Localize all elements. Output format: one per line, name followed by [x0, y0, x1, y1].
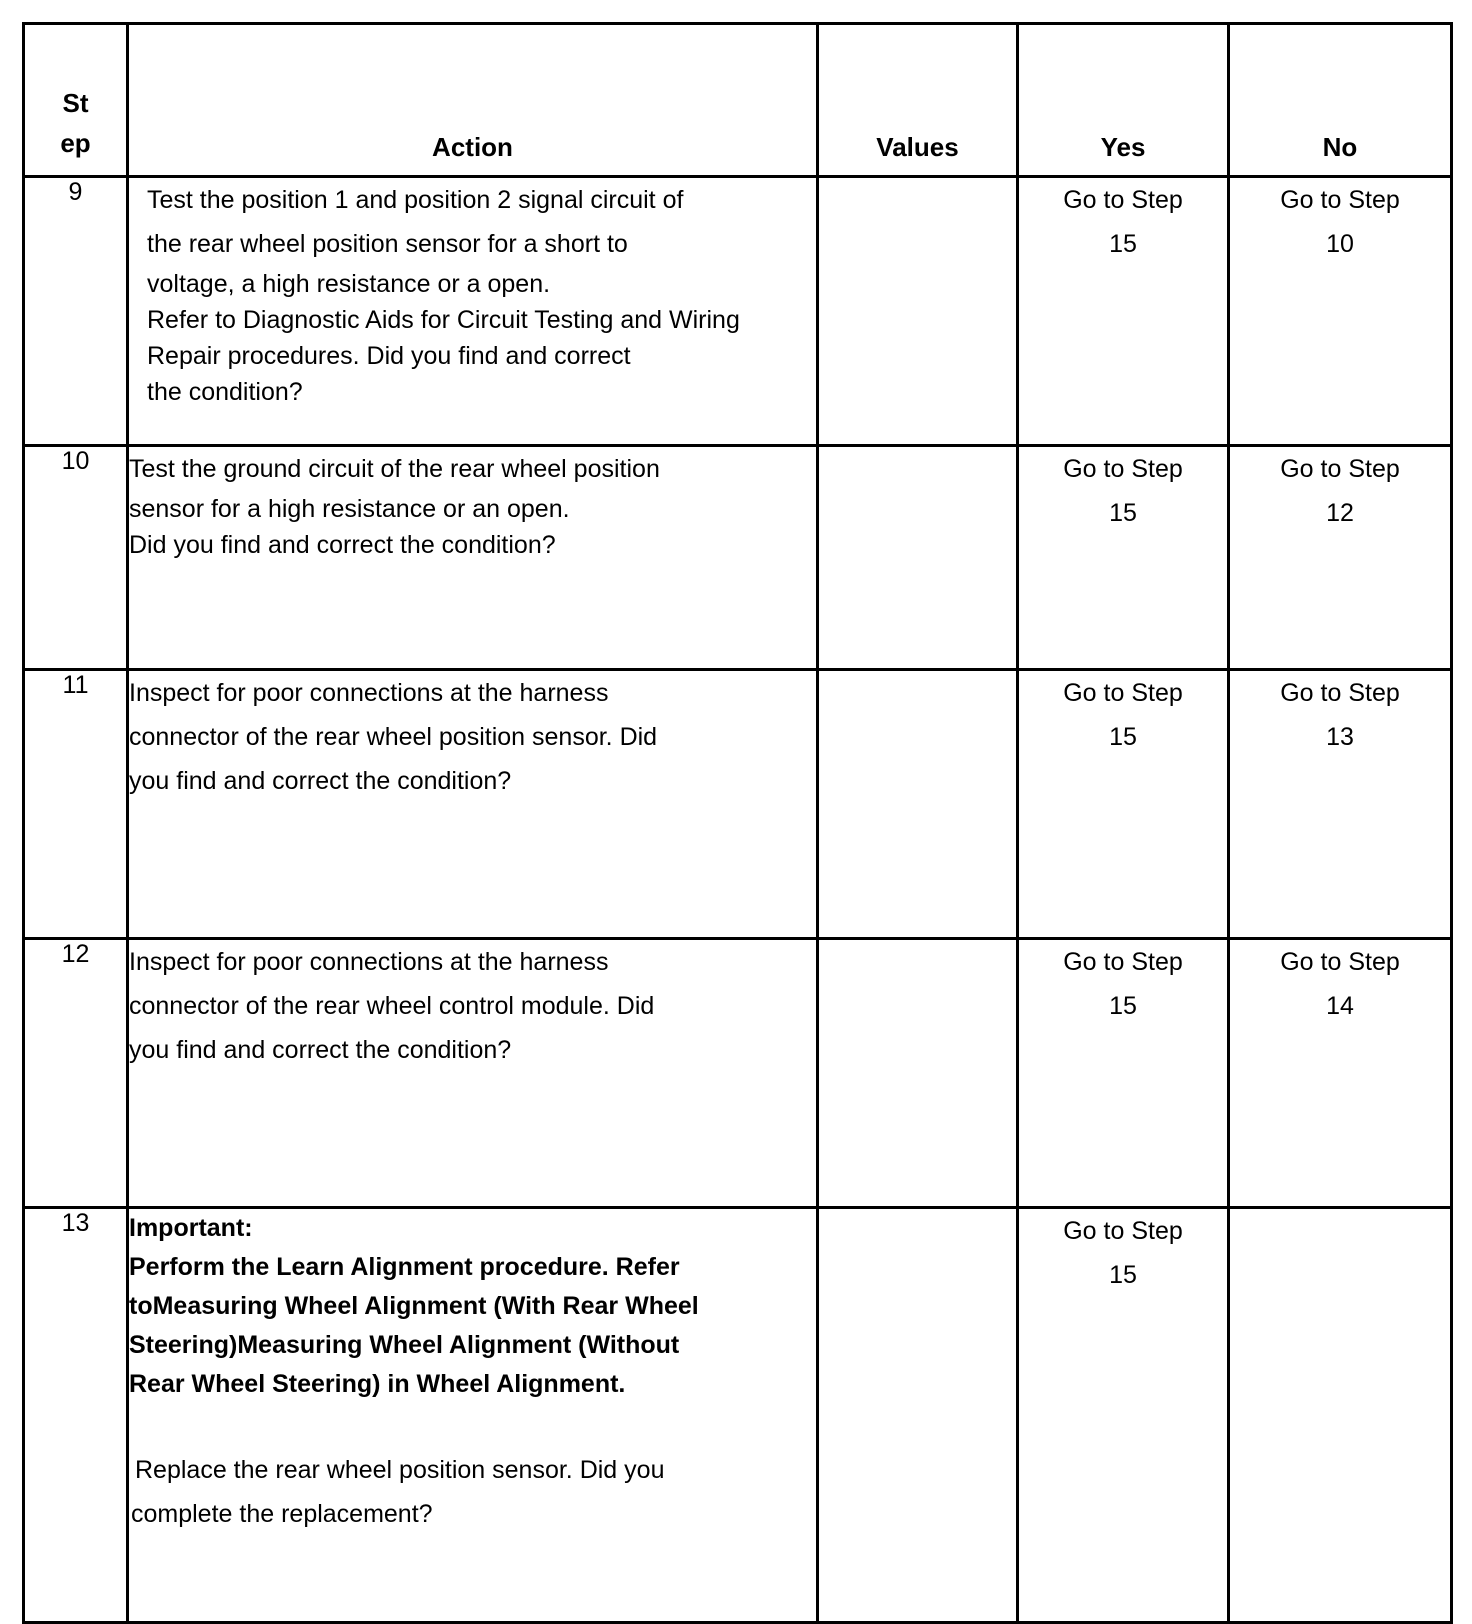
important-line: Rear Wheel Steering) in Wheel Alignment.: [129, 1370, 626, 1398]
action-line: Repair procedures. Did you find and correct: [147, 342, 631, 370]
action-line: Inspect for poor connections at the harness: [129, 679, 609, 707]
no-label: Go to Step: [1280, 455, 1400, 483]
header-step-line1: St: [62, 88, 89, 118]
table-row: [24, 446, 1452, 670]
values-cell: [818, 177, 1018, 446]
yes-label: Go to Step: [1063, 455, 1183, 483]
header-no: No: [1229, 24, 1452, 177]
action-text: [128, 939, 818, 1208]
action-line: sensor for a high resistance or an open.: [129, 495, 570, 523]
action-line: the rear wheel position sensor for a short to: [147, 230, 628, 258]
step-number: 12: [24, 939, 128, 1208]
action-line: Replace the rear wheel position sensor. Did you: [135, 1456, 665, 1484]
action-line: Test the position 1 and position 2 signal circuit of: [147, 186, 684, 214]
no-cell: [1229, 670, 1452, 939]
no-label: Go to Step: [1280, 948, 1400, 976]
action-line: connector of the rear wheel control module. Did: [129, 992, 655, 1020]
yes-cell: [1018, 1208, 1229, 1623]
yes-step: 15: [1109, 992, 1137, 1020]
action-line: Did you find and correct the condition?: [129, 531, 556, 559]
action-text: [128, 670, 818, 939]
no-cell: [1229, 1208, 1452, 1623]
yes-cell: [1018, 670, 1229, 939]
action-line: Test the ground circuit of the rear wheel position: [129, 455, 660, 483]
important-line: Steering)Measuring Wheel Alignment (Without: [129, 1331, 680, 1359]
important-line: Important:: [129, 1214, 253, 1242]
step-number: 10: [24, 446, 128, 670]
action-text: [128, 177, 818, 446]
values-cell: [818, 446, 1018, 670]
header-row: [24, 24, 1452, 177]
paragraph-spacer: [129, 1404, 816, 1448]
no-cell: [1229, 939, 1452, 1208]
action-line: the condition?: [147, 378, 303, 406]
values-cell: [818, 939, 1018, 1208]
action-text: [128, 446, 818, 670]
step-number: 13: [24, 1208, 128, 1623]
no-label: Go to Step: [1280, 679, 1400, 707]
step-number: 9: [24, 177, 128, 446]
values-cell: [818, 670, 1018, 939]
table-row: [24, 177, 1452, 446]
yes-step: 15: [1109, 1261, 1137, 1289]
yes-label: Go to Step: [1063, 1217, 1183, 1245]
no-step: 13: [1326, 723, 1354, 751]
important-line: toMeasuring Wheel Alignment (With Rear Wheel: [129, 1292, 699, 1320]
no-label: Go to Step: [1280, 186, 1400, 214]
action-line: Inspect for poor connections at the harness: [129, 948, 609, 976]
important-line: Perform the Learn Alignment procedure. Refer: [129, 1253, 680, 1281]
step-number: 11: [24, 670, 128, 939]
yes-label: Go to Step: [1063, 948, 1183, 976]
no-step: 10: [1326, 230, 1354, 258]
yes-step: 15: [1109, 230, 1137, 258]
no-step: 12: [1326, 499, 1354, 527]
values-cell: [818, 1208, 1018, 1623]
yes-step: 15: [1109, 499, 1137, 527]
yes-label: Go to Step: [1063, 186, 1183, 214]
table-row: [24, 670, 1452, 939]
yes-cell: [1018, 939, 1229, 1208]
action-line: voltage, a high resistance or a open.: [147, 270, 551, 298]
diagnostic-table: [22, 22, 1453, 1624]
no-step: 14: [1326, 992, 1354, 1020]
action-text: [128, 1208, 818, 1623]
yes-cell: [1018, 446, 1229, 670]
table-row: [24, 939, 1452, 1208]
no-cell: [1229, 177, 1452, 446]
action-line: connector of the rear wheel position sensor. Did: [129, 723, 658, 751]
action-line: Refer to Diagnostic Aids for Circuit Testing and Wiring: [147, 306, 740, 334]
table-row: [24, 1208, 1452, 1623]
action-line: you find and correct the condition?: [129, 767, 512, 795]
yes-step: 15: [1109, 723, 1137, 751]
action-line: complete the replacement?: [131, 1500, 433, 1528]
yes-cell: [1018, 177, 1229, 446]
header-step-line2: ep: [60, 128, 91, 158]
header-step: [24, 24, 128, 177]
yes-label: Go to Step: [1063, 679, 1183, 707]
no-cell: [1229, 446, 1452, 670]
header-yes: Yes: [1018, 24, 1229, 177]
header-action: Action: [128, 24, 818, 177]
action-line: you find and correct the condition?: [129, 1036, 512, 1064]
header-values: Values: [818, 24, 1018, 177]
